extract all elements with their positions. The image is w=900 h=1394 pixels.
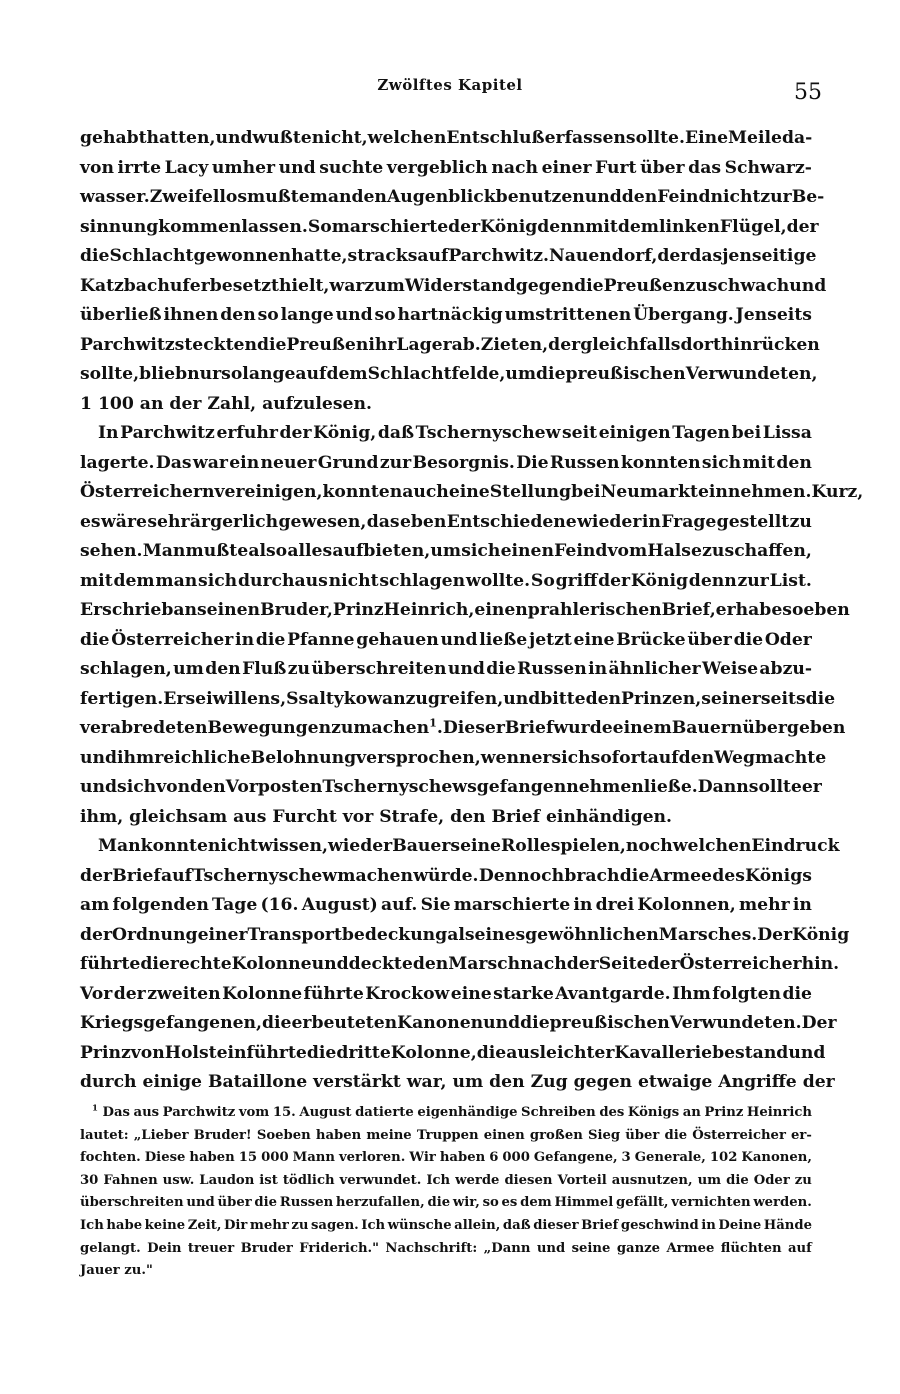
text-line: sinnung kommen lassen. So marschierte der König denn mit dem linken Flügel, der [80,216,819,237]
text-line: Prinz von Holstein führte die dritte Kolonne, die aus leichter Kavallerie bestand und [80,1042,826,1063]
text-line: lagerte. Das war ein neuer Grund zur Besorgnis. Die Russen konnten sich mit den [80,452,812,473]
text-line: es wäre sehr ärgerlich gewesen, das eben Entschiedene wieder in Frage gestellt zu [80,511,812,532]
text-line: Katzbachufer besetzt hielt, war zum Widerstand gegen die Preußen zu schwach und [80,275,827,296]
footnote-line: 30 Fahnen usw. Laudon ist tödlich verwundet. Ich werde diesen Vorteil ausnutzen, um die Oder zu [80,1172,812,1188]
footnote-line: $^1$ Das aus Parchwitz vom 15. August datierte eigenhändige Schreiben des Königs an Prinz Heinrich [92,1103,812,1120]
text-line: und sich von den Vorposten Tschernyschews gefangen nehmen ließe. Dann sollte er [80,777,822,797]
footnote-line: gelangt. Dein treuer Bruder Friderich." Nachschrift: „Dann und seine ganze Armee flüchten auf [80,1240,812,1256]
footnote-line: Ich habe keine Zeit, Dir mehr zu sagen. Ich wünsche allein, daß dieser Brief geschwind in Deine Hände [80,1217,812,1233]
text-line: Kriegsgefangenen, die erbeuteten Kanonen und die preußischen Verwundeten. Der [80,1013,837,1033]
text-line: am folgenden Tage (16. August) auf. Sie marschierte in drei Kolonnen, mehr in [80,895,812,915]
text-line: der Ordnung einer Transportbedeckung als eines gewöhnlichen Marsches. Der König [80,924,850,945]
text-line: verabredeten Bewegungen zu machen$^1$. Dieser Brief wurde einem Bauern übergeben [80,716,846,738]
footnote-line: fochten. Diese haben 15 000 Mann verloren. Wir haben 6 000 Gefangene, 3 Generale, 102 Kanonen, [80,1150,812,1166]
footnote-line: überschreiten und über die Russen herzufallen, die wir, so es dem Himmel gefällt, vernichten werden. [80,1195,812,1211]
text-line: sehen. Man mußte also alles aufbieten, um sich einen Feind vom Halse zu schaffen, [80,541,812,561]
text-line: führte die rechte Kolonne und deckte den Marsch nach der Seite der Österreicher hin. [80,954,840,974]
footnote-line: lautet: „Lieber Bruder! Soeben haben meine Truppen einen großen Sieg über die Österreicher er- [80,1127,812,1143]
text-line: durch einige Bataillone verstärkt war, um den Zug gegen etwaige Angriffe der [80,1072,835,1092]
text-line: der Brief auf Tschernyschew machen würde. Dennoch brach die Armee des Königs [80,865,812,886]
text-line: mit dem man sich durchaus nicht schlagen wollte. So griff der König denn zur List. [80,570,812,591]
footnote-line: Jauer zu." [80,1263,153,1279]
footnote-reference: 1 [429,716,437,730]
text-line: schlagen, um den Fluß zu überschreiten und die Russen in ähnlicher Weise abzu- [80,659,812,679]
text-line: Österreichern vereinigen, konnten auch eine Stellung bei Neumarkt einnehmen. Kurz, [80,482,864,502]
page-number: 55 [794,80,822,105]
running-head: Zwölftes Kapitel [377,76,523,94]
text-line: von irrte Lacy umher und suchte vergeblich nach einer Furt über das Schwarz- [80,157,812,178]
text-line: gehabt hatten, und wußte nicht, welchen Entschluß er fassen sollte. Eine Meile da- [80,128,813,148]
text-line: fertigen. Er sei willens, Ssaltykow anzugreifen, und bitte den Prinzen, seinerseits die [80,688,836,709]
text-line: die Schlacht gewonnen hatte, stracks auf Parchwitz. Nauendorf, der das jenseitige [80,246,817,266]
footnote-block [80,1102,812,1283]
text-line: wasser. Zweifellos mußte man den Augenblick benutzen und den Feind nicht zur Be- [80,187,825,207]
text-line: ihm, gleichsam aus Furcht vor Strafe, den Brief einhändigen. [80,806,673,827]
text-line: sollte, blieb nur so lange auf dem Schlachtfelde, um die preußischen Verwundeten, [80,364,818,384]
text-line: Parchwitz steckten die Preußen ihr Lager ab. Zieten, der gleichfalls dorthin rücken [80,334,820,355]
text-line: und ihm reichliche Belohnung versprochen, wenn er sich sofort auf den Weg machte [80,747,827,768]
text-line: In Parchwitz erfuhr der König, daß Tschernyschew seit einigen Tagen bei Lissa [98,423,812,443]
text-line: Man konnte nicht wissen, wie der Bauer seine Rolle spielen, noch welchen Eindruck [98,836,840,856]
text-line: 1 100 an der Zahl, aufzulesen. [80,393,372,414]
footnote-marker: 1 [92,1103,98,1114]
text-line: überließ ihnen den so lange und so hartnäckig umstrittenen Übergang. Jenseits [80,305,812,325]
text-line: Er schrieb an seinen Bruder, Prinz Heinrich, einen prahlerischen Brief, er habe soeben [80,600,850,620]
text-line: die Österreicher in die Pfanne gehauen und ließe jetzt eine Brücke über die Oder [80,629,812,650]
main-text [80,124,864,1098]
text-line: Vor der zweiten Kolonne führte Krockow eine starke Avantgarde. Ihm folgten die [80,983,812,1004]
